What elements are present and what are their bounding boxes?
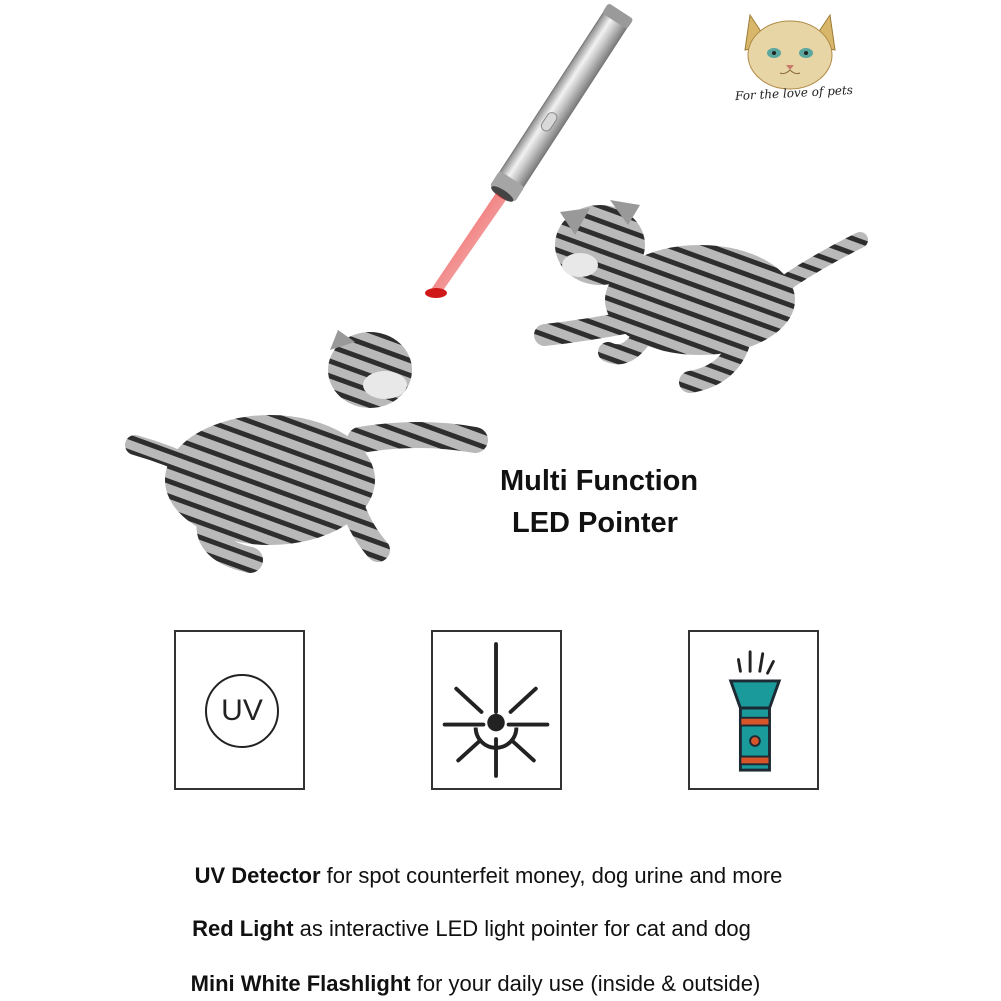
headline-line-1: Multi Function <box>500 465 699 497</box>
headline <box>500 460 780 544</box>
headline-line-2: LED Pointer <box>512 507 678 539</box>
kitten-right <box>545 200 860 382</box>
uv-icon-label: UV <box>221 694 263 727</box>
uv-icon <box>205 674 279 748</box>
laser-dot <box>425 288 447 298</box>
kitten-left <box>135 330 475 560</box>
feature-title-red-light: Red Light <box>192 916 294 941</box>
feature-desc-red-light: as interactive LED light pointer for cat and dog <box>293 916 751 941</box>
laser-beam <box>432 193 506 292</box>
cat-face-icon <box>730 5 850 125</box>
laser-burst-icon <box>433 632 560 788</box>
logo-tagline: For the love of pets <box>734 82 854 104</box>
feature-line-uv <box>0 863 989 889</box>
feature-desc-uv: for spot counterfeit money, dog urine and more <box>320 863 783 888</box>
flashlight-icon <box>690 632 817 788</box>
feature-line-flashlight <box>0 971 976 997</box>
feature-line-red-light <box>0 916 972 942</box>
feature-box-uv <box>174 630 305 790</box>
feature-title-uv: UV Detector <box>194 863 321 888</box>
laser-pointer-pen <box>488 3 634 206</box>
feature-desc-flashlight: for your daily use (inside & outside) <box>410 971 761 996</box>
feature-title-flashlight: Mini White Flashlight <box>190 971 411 996</box>
feature-box-flashlight <box>688 630 819 790</box>
feature-box-laser <box>431 630 562 790</box>
